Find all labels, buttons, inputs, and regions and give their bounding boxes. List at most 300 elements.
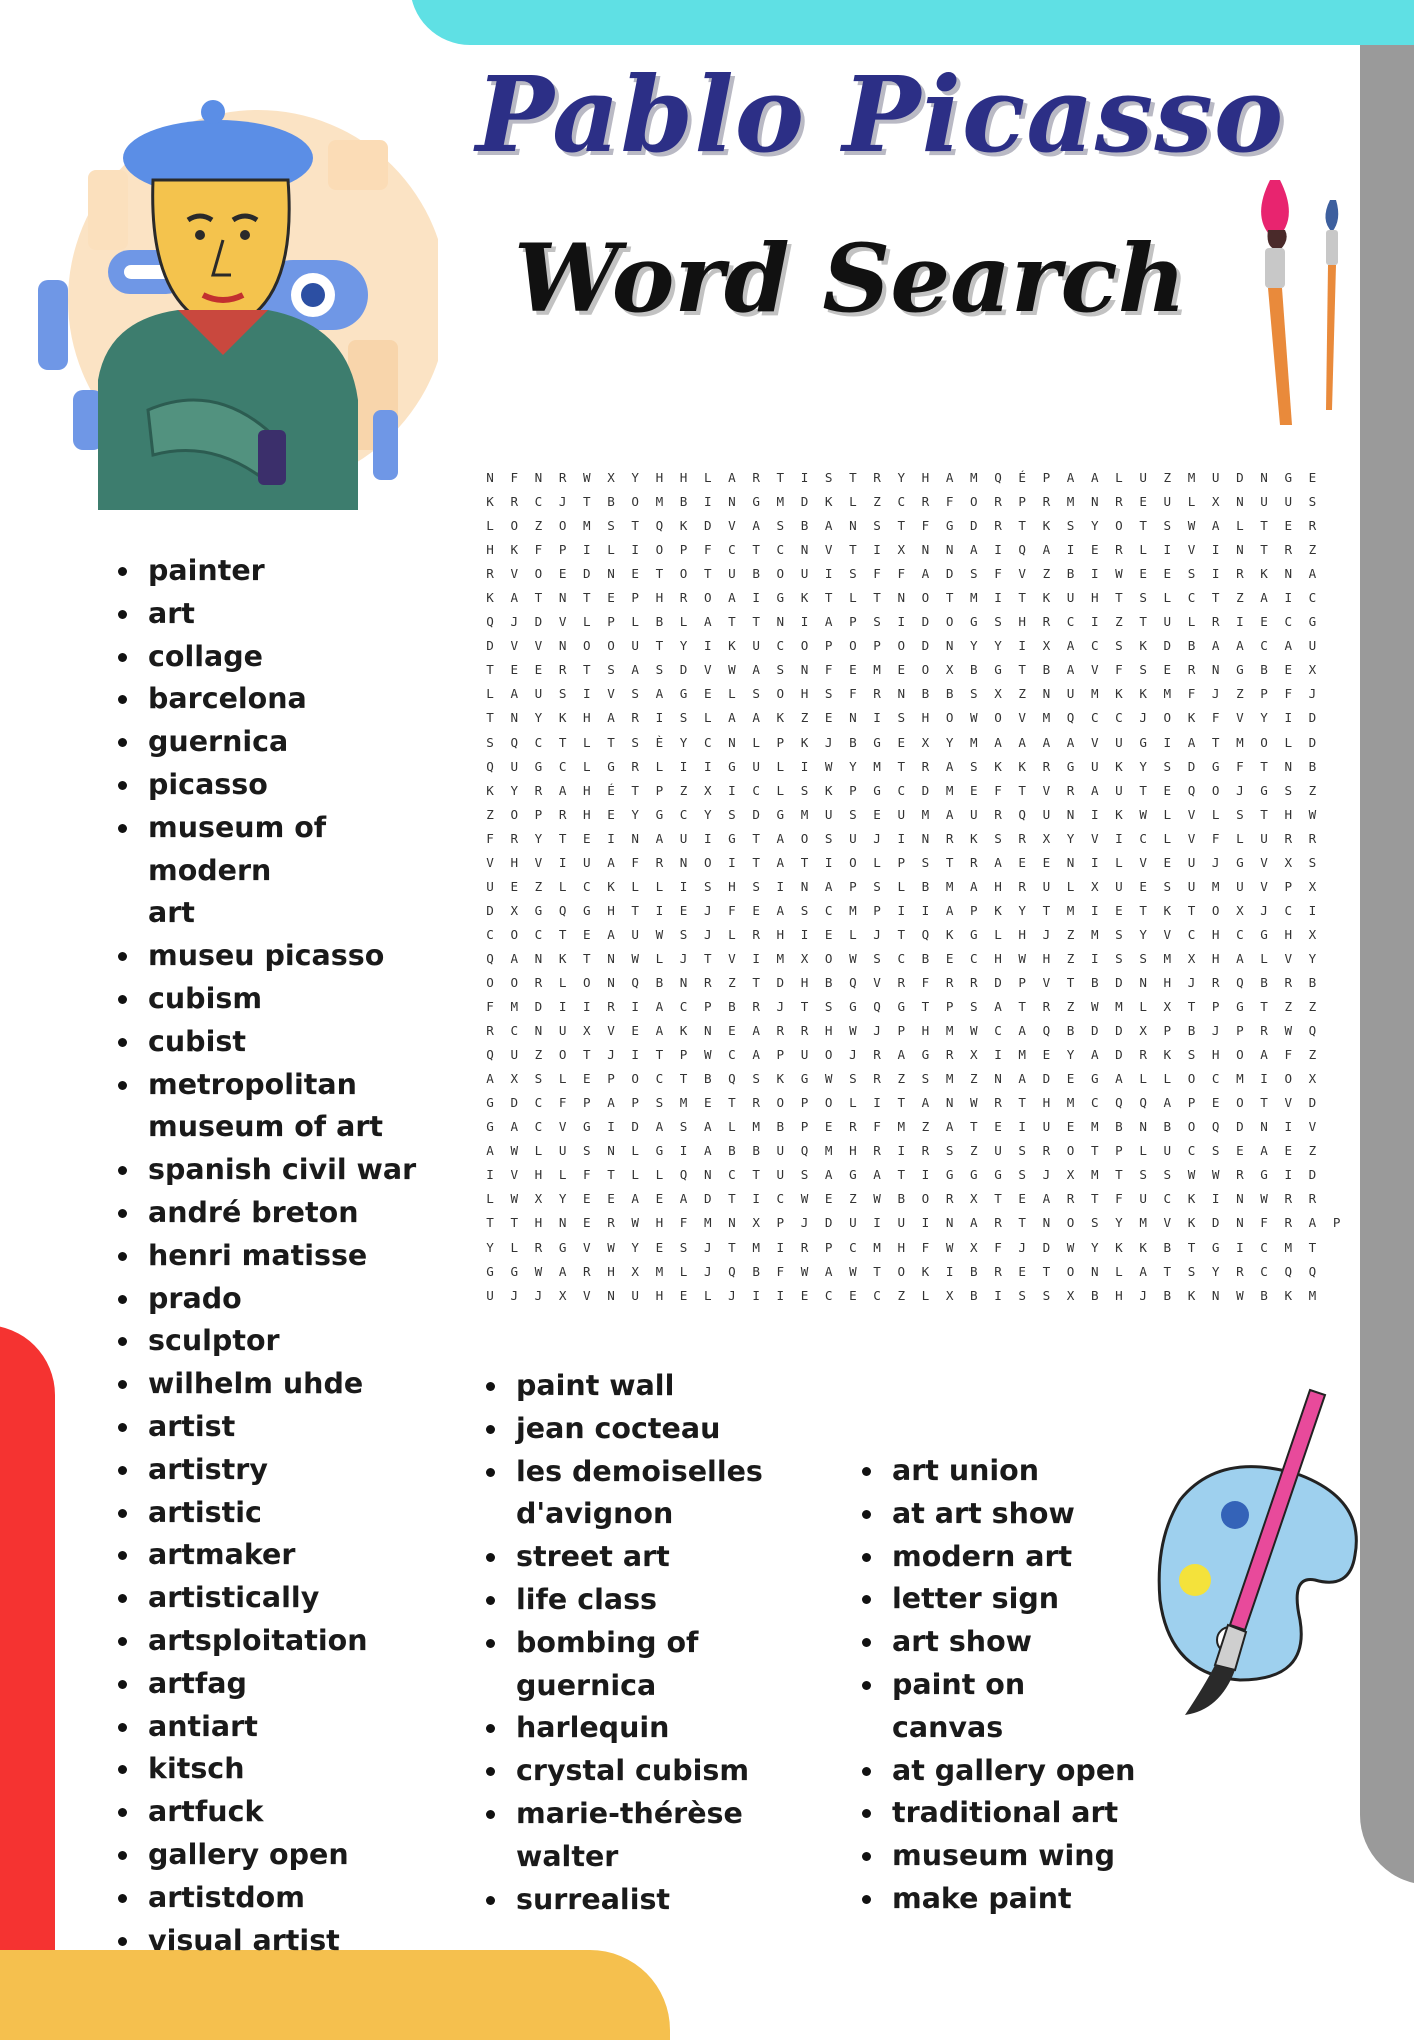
grid-letter: B bbox=[655, 614, 664, 630]
grid-letter: G bbox=[1139, 734, 1147, 750]
grid-letter: C bbox=[752, 782, 760, 798]
grid-letter: W bbox=[970, 1023, 978, 1039]
grid-letter: H bbox=[824, 1023, 833, 1039]
grid-letter: V bbox=[703, 662, 712, 678]
grid-letter: C bbox=[897, 782, 906, 798]
grid-row bbox=[478, 562, 1349, 586]
grid-letter: P bbox=[849, 782, 857, 798]
grid-letter: N bbox=[1042, 1215, 1051, 1231]
grid-letter: Z bbox=[800, 710, 809, 726]
grid-letter: E bbox=[897, 662, 906, 678]
grid-letter: A bbox=[486, 1143, 494, 1159]
grid-letter: A bbox=[1308, 566, 1317, 582]
grid-letter: Y bbox=[1115, 1215, 1123, 1231]
grid-letter: V bbox=[1187, 830, 1196, 846]
grid-letter: C bbox=[534, 734, 543, 750]
grid-letter: F bbox=[534, 542, 543, 558]
grid-letter: L bbox=[558, 1167, 567, 1183]
word-list-item: paint on canvas bbox=[860, 1664, 1180, 1750]
grid-letter: L bbox=[655, 1167, 664, 1183]
grid-letter: I bbox=[631, 542, 640, 558]
grid-letter: A bbox=[970, 1215, 978, 1231]
grid-letter: I bbox=[1163, 542, 1172, 558]
grid-letter: S bbox=[1163, 878, 1172, 894]
grid-letter: C bbox=[728, 1167, 736, 1183]
grid-letter: R bbox=[534, 782, 543, 798]
grid-letter: X bbox=[1187, 950, 1196, 966]
grid-letter: T bbox=[1018, 518, 1027, 534]
grid-letter: D bbox=[1163, 638, 1172, 654]
grid-letter: B bbox=[970, 1287, 978, 1303]
grid-letter: V bbox=[1042, 974, 1051, 990]
grid-letter: C bbox=[583, 878, 591, 894]
grid-letter: Q bbox=[486, 1047, 494, 1063]
grid-letter: N bbox=[1139, 1119, 1147, 1135]
grid-letter: A bbox=[776, 902, 785, 918]
grid-letter: O bbox=[510, 518, 519, 534]
grid-letter: B bbox=[800, 518, 809, 534]
grid-letter: X bbox=[970, 1239, 978, 1255]
grid-letter: E bbox=[1018, 1263, 1027, 1279]
grid-letter: G bbox=[607, 758, 615, 774]
grid-letter: L bbox=[849, 494, 857, 510]
grid-letter: S bbox=[703, 878, 712, 894]
grid-letter: Z bbox=[679, 782, 688, 798]
grid-letter: W bbox=[824, 1071, 833, 1087]
grid-letter: Y bbox=[1308, 950, 1317, 966]
grid-letter: U bbox=[1115, 734, 1123, 750]
grid-letter: I bbox=[1066, 542, 1075, 558]
grid-letter: E bbox=[1284, 518, 1293, 534]
grid-letter: Q bbox=[510, 734, 519, 750]
grid-letter: L bbox=[849, 926, 857, 942]
grid-letter: N bbox=[945, 1095, 954, 1111]
grid-letter: R bbox=[1284, 974, 1293, 990]
grid-letter: C bbox=[534, 494, 543, 510]
grid-letter: J bbox=[510, 1287, 519, 1303]
grid-letter: I bbox=[1236, 1239, 1244, 1255]
grid-letter: Q bbox=[655, 518, 664, 534]
grid-letter: R bbox=[679, 590, 688, 606]
grid-letter: A bbox=[970, 878, 978, 894]
grid-letter: D bbox=[752, 806, 760, 822]
grid-letter: G bbox=[849, 1167, 857, 1183]
grid-letter: C bbox=[486, 926, 494, 942]
grid-letter: S bbox=[486, 734, 494, 750]
grid-letter: I bbox=[994, 542, 1002, 558]
grid-letter: O bbox=[824, 1047, 833, 1063]
grid-letter: J bbox=[728, 1287, 736, 1303]
grid-letter: U bbox=[1066, 686, 1075, 702]
grid-letter: B bbox=[849, 734, 857, 750]
grid-letter: J bbox=[1187, 974, 1196, 990]
grid-letter: G bbox=[776, 806, 785, 822]
grid-letter: C bbox=[534, 1119, 543, 1135]
grid-letter: N bbox=[921, 542, 930, 558]
grid-letter: X bbox=[752, 1215, 760, 1231]
grid-letter: Y bbox=[1018, 902, 1027, 918]
grid-letter: R bbox=[994, 1215, 1002, 1231]
grid-letter: A bbox=[655, 1023, 664, 1039]
grid-letter: S bbox=[800, 1167, 809, 1183]
grid-letter: V bbox=[873, 974, 881, 990]
grid-letter: T bbox=[849, 542, 857, 558]
grid-row bbox=[478, 803, 1349, 827]
grid-letter: L bbox=[558, 974, 567, 990]
grid-letter: D bbox=[1042, 1239, 1051, 1255]
grid-letter: D bbox=[1308, 1167, 1317, 1183]
grid-letter: C bbox=[1187, 590, 1196, 606]
grid-letter: I bbox=[776, 1239, 785, 1255]
grid-letter: D bbox=[776, 974, 785, 990]
grid-letter: O bbox=[1066, 1215, 1075, 1231]
grid-letter: I bbox=[655, 710, 664, 726]
grid-letter: C bbox=[1066, 614, 1075, 630]
grid-letter: D bbox=[534, 999, 543, 1015]
word-list-column-3 bbox=[860, 1450, 1180, 1921]
grid-letter: R bbox=[945, 974, 954, 990]
grid-letter: S bbox=[558, 686, 567, 702]
grid-letter: E bbox=[1163, 854, 1172, 870]
grid-letter: C bbox=[1236, 926, 1244, 942]
grid-letter: E bbox=[824, 1191, 833, 1207]
grid-letter: U bbox=[1308, 638, 1317, 654]
grid-letter: E bbox=[752, 902, 760, 918]
grid-letter: Z bbox=[728, 974, 736, 990]
grid-letter: U bbox=[510, 758, 519, 774]
grid-letter: Y bbox=[679, 734, 688, 750]
word-list-item: picasso bbox=[116, 764, 446, 807]
grid-letter: U bbox=[800, 566, 809, 582]
grid-letter: O bbox=[583, 974, 591, 990]
grid-letter: M bbox=[1018, 1047, 1027, 1063]
grid-letter: M bbox=[873, 1239, 881, 1255]
grid-letter: D bbox=[824, 1215, 833, 1231]
grid-letter: I bbox=[800, 614, 809, 630]
word-list-item: street art bbox=[484, 1536, 804, 1579]
grid-letter: G bbox=[486, 1119, 494, 1135]
grid-letter: X bbox=[970, 1191, 978, 1207]
grid-letter: M bbox=[945, 782, 954, 798]
grid-letter: U bbox=[897, 1215, 906, 1231]
grid-letter: N bbox=[776, 614, 785, 630]
grid-letter: A bbox=[679, 1191, 688, 1207]
word-list-item: artistic bbox=[116, 1492, 446, 1535]
grid-letter: T bbox=[728, 1191, 736, 1207]
grid-letter: I bbox=[800, 758, 809, 774]
grid-letter: A bbox=[752, 1047, 760, 1063]
word-list-item: modern art bbox=[860, 1536, 1180, 1579]
grid-letter: S bbox=[776, 662, 785, 678]
grid-letter: Q bbox=[486, 614, 494, 630]
word-list-item: painter bbox=[116, 550, 446, 593]
grid-letter: N bbox=[1260, 470, 1268, 485]
grid-letter: V bbox=[1090, 734, 1099, 750]
grid-letter: N bbox=[679, 854, 688, 870]
grid-letter: C bbox=[558, 758, 567, 774]
grid-letter: E bbox=[1018, 854, 1027, 870]
grid-letter: A bbox=[510, 686, 519, 702]
grid-letter: L bbox=[752, 734, 760, 750]
grid-row bbox=[478, 827, 1349, 851]
grid-letter: L bbox=[1066, 878, 1075, 894]
grid-letter: U bbox=[1139, 470, 1147, 485]
grid-letter: G bbox=[583, 902, 591, 918]
grid-letter: L bbox=[1139, 1071, 1147, 1087]
grid-letter: E bbox=[1066, 1071, 1075, 1087]
grid-letter: N bbox=[1090, 1263, 1099, 1279]
grid-letter: R bbox=[583, 1263, 591, 1279]
grid-letter: M bbox=[752, 1119, 760, 1135]
grid-letter: W bbox=[849, 950, 857, 966]
grid-letter: K bbox=[1115, 758, 1123, 774]
grid-letter: S bbox=[994, 614, 1002, 630]
grid-letter: A bbox=[728, 710, 736, 726]
grid-letter: S bbox=[824, 470, 833, 485]
grid-letter: W bbox=[945, 1239, 954, 1255]
grid-letter: R bbox=[873, 1047, 881, 1063]
grid-letter: L bbox=[1211, 806, 1220, 822]
grid-letter: U bbox=[486, 1287, 494, 1303]
grid-letter: N bbox=[897, 686, 906, 702]
grid-letter: M bbox=[824, 1143, 833, 1159]
grid-letter: H bbox=[607, 902, 615, 918]
grid-letter: L bbox=[1187, 494, 1196, 510]
grid-letter: H bbox=[655, 470, 664, 485]
grid-letter: H bbox=[1090, 590, 1099, 606]
grid-letter: B bbox=[1308, 974, 1317, 990]
word-list-item: artistically bbox=[116, 1577, 446, 1620]
grid-letter: I bbox=[1284, 590, 1293, 606]
grid-letter: P bbox=[897, 854, 906, 870]
grid-row bbox=[478, 1163, 1349, 1187]
grid-letter: I bbox=[703, 758, 712, 774]
grid-letter: T bbox=[897, 758, 906, 774]
grid-letter: A bbox=[921, 1095, 930, 1111]
grid-letter: I bbox=[752, 950, 760, 966]
grid-letter: L bbox=[486, 518, 494, 534]
grid-letter: U bbox=[1066, 590, 1075, 606]
grid-letter: E bbox=[1139, 494, 1147, 510]
grid-letter: I bbox=[752, 1287, 760, 1303]
grid-letter: A bbox=[510, 1119, 519, 1135]
grid-letter: U bbox=[752, 758, 760, 774]
grid-letter: E bbox=[583, 1071, 591, 1087]
grid-letter: G bbox=[921, 1047, 930, 1063]
grid-letter: P bbox=[1163, 1023, 1172, 1039]
grid-letter: T bbox=[486, 662, 494, 678]
grid-letter: B bbox=[1163, 1119, 1172, 1135]
grid-letter: Q bbox=[631, 974, 640, 990]
grid-letter: I bbox=[776, 878, 785, 894]
grid-letter: O bbox=[849, 854, 857, 870]
grid-letter: T bbox=[631, 902, 640, 918]
grid-letter: K bbox=[728, 638, 736, 654]
grid-letter: Y bbox=[945, 734, 954, 750]
grid-letter: A bbox=[510, 590, 519, 606]
grid-letter: M bbox=[945, 878, 954, 894]
grid-letter: W bbox=[824, 758, 833, 774]
grid-letter: Y bbox=[631, 806, 640, 822]
grid-letter: P bbox=[800, 1119, 809, 1135]
grid-letter: H bbox=[1211, 926, 1220, 942]
grid-letter: Q bbox=[486, 950, 494, 966]
grid-letter: F bbox=[703, 542, 712, 558]
grid-letter: K bbox=[1163, 902, 1172, 918]
grid-letter: Y bbox=[558, 1191, 567, 1207]
grid-letter: D bbox=[486, 638, 494, 654]
grid-letter: W bbox=[849, 1263, 857, 1279]
grid-letter: U bbox=[1187, 854, 1196, 870]
grid-letter: G bbox=[970, 926, 978, 942]
grid-letter: C bbox=[824, 1287, 833, 1303]
grid-letter: R bbox=[776, 1023, 785, 1039]
grid-letter: L bbox=[921, 1287, 930, 1303]
grid-letter: Y bbox=[970, 638, 978, 654]
grid-letter: R bbox=[873, 1143, 881, 1159]
grid-letter: S bbox=[897, 710, 906, 726]
grid-letter: D bbox=[945, 566, 954, 582]
grid-letter: L bbox=[1139, 999, 1147, 1015]
grid-letter: F bbox=[486, 830, 494, 846]
word-list-item: traditional art bbox=[860, 1792, 1180, 1835]
grid-row bbox=[478, 658, 1349, 682]
grid-letter: S bbox=[752, 686, 760, 702]
grid-letter: S bbox=[534, 1071, 543, 1087]
grid-letter: T bbox=[752, 614, 760, 630]
grid-letter: N bbox=[558, 638, 567, 654]
grid-letter: N bbox=[1139, 974, 1147, 990]
grid-letter: T bbox=[583, 590, 591, 606]
word-list-item: marie-thérèse walter bbox=[484, 1793, 804, 1879]
grid-letter: B bbox=[1066, 1023, 1075, 1039]
grid-letter: Z bbox=[1308, 542, 1317, 558]
grid-letter: I bbox=[1090, 902, 1099, 918]
grid-letter: U bbox=[728, 566, 736, 582]
grid-letter: V bbox=[1090, 662, 1099, 678]
grid-letter: P bbox=[1284, 878, 1293, 894]
grid-letter: X bbox=[534, 1191, 543, 1207]
grid-letter: M bbox=[1090, 686, 1099, 702]
grid-letter: Z bbox=[970, 1143, 978, 1159]
grid-letter: H bbox=[583, 806, 591, 822]
word-list-item: sculptor bbox=[116, 1320, 446, 1363]
grid-letter: G bbox=[510, 1263, 519, 1279]
grid-letter: R bbox=[1308, 518, 1317, 534]
grid-letter: Q bbox=[1211, 1119, 1220, 1135]
grid-letter: Z bbox=[1308, 1143, 1317, 1159]
grid-letter: N bbox=[921, 830, 930, 846]
grid-letter: U bbox=[1090, 758, 1099, 774]
grid-letter: I bbox=[752, 590, 760, 606]
grid-letter: J bbox=[534, 1287, 543, 1303]
grid-letter: R bbox=[752, 1095, 760, 1111]
grid-letter: B bbox=[752, 1263, 760, 1279]
grid-letter: S bbox=[655, 662, 664, 678]
grid-letter: I bbox=[897, 902, 906, 918]
grid-letter: Q bbox=[1018, 806, 1027, 822]
grid-letter: N bbox=[1042, 686, 1051, 702]
grid-letter: K bbox=[945, 926, 954, 942]
grid-letter: T bbox=[1115, 1167, 1123, 1183]
grid-letter: K bbox=[1018, 758, 1027, 774]
grid-letter: C bbox=[1308, 590, 1317, 606]
grid-letter: V bbox=[824, 542, 833, 558]
grid-letter: Y bbox=[631, 1239, 640, 1255]
grid-letter: W bbox=[970, 1095, 978, 1111]
grid-letter: S bbox=[994, 830, 1002, 846]
grid-letter: W bbox=[1284, 1023, 1293, 1039]
grid-letter: F bbox=[728, 902, 736, 918]
grid-letter: Q bbox=[849, 974, 857, 990]
grid-letter: J bbox=[1236, 782, 1244, 798]
grid-letter: O bbox=[1115, 518, 1123, 534]
grid-letter: V bbox=[510, 638, 519, 654]
grid-letter: N bbox=[607, 974, 615, 990]
grid-letter: S bbox=[1163, 758, 1172, 774]
grid-letter: P bbox=[583, 1095, 591, 1111]
grid-letter: W bbox=[970, 710, 978, 726]
grid-letter: V bbox=[534, 854, 543, 870]
grid-letter: Y bbox=[1066, 830, 1075, 846]
grid-letter: K bbox=[970, 830, 978, 846]
grid-letter: N bbox=[1066, 806, 1075, 822]
grid-letter: Q bbox=[1018, 542, 1027, 558]
grid-letter: I bbox=[873, 542, 881, 558]
grid-letter: I bbox=[703, 638, 712, 654]
word-list-item: prado bbox=[116, 1278, 446, 1321]
grid-letter: M bbox=[1187, 470, 1196, 485]
grid-letter: G bbox=[1284, 470, 1293, 485]
grid-letter: S bbox=[1284, 782, 1293, 798]
grid-letter: U bbox=[1042, 1119, 1051, 1135]
grid-letter: G bbox=[534, 758, 543, 774]
grid-letter: C bbox=[655, 1071, 664, 1087]
grid-letter: R bbox=[1115, 542, 1123, 558]
grid-letter: T bbox=[631, 782, 640, 798]
grid-letter: T bbox=[1018, 590, 1027, 606]
grid-letter: A bbox=[752, 518, 760, 534]
grid-letter: K bbox=[994, 902, 1002, 918]
grid-letter: A bbox=[703, 1143, 712, 1159]
grid-letter: P bbox=[631, 1095, 640, 1111]
grid-letter: N bbox=[607, 1287, 615, 1303]
grid-letter: Z bbox=[897, 1287, 906, 1303]
grid-letter: H bbox=[1163, 974, 1172, 990]
word-list-item: visual artist bbox=[116, 1920, 446, 1963]
grid-letter: A bbox=[607, 710, 615, 726]
grid-letter: V bbox=[607, 1023, 615, 1039]
grid-letter: W bbox=[631, 1215, 640, 1231]
grid-letter: H bbox=[1018, 614, 1027, 630]
grid-letter: C bbox=[897, 494, 906, 510]
grid-letter: X bbox=[558, 1287, 567, 1303]
grid-letter: Z bbox=[1042, 566, 1051, 582]
grid-letter: A bbox=[1187, 734, 1196, 750]
grid-letter: O bbox=[703, 854, 712, 870]
grid-letter: I bbox=[776, 1287, 785, 1303]
grid-letter: G bbox=[728, 758, 736, 774]
grid-letter: A bbox=[1018, 1071, 1027, 1087]
grid-letter: R bbox=[873, 1071, 881, 1087]
grid-letter: H bbox=[776, 926, 785, 942]
grid-letter: A bbox=[1090, 782, 1099, 798]
grid-letter: T bbox=[1260, 1095, 1268, 1111]
grid-row bbox=[478, 538, 1349, 562]
grid-letter: M bbox=[776, 950, 785, 966]
grid-letter: E bbox=[655, 1239, 664, 1255]
grid-letter: C bbox=[873, 1287, 881, 1303]
